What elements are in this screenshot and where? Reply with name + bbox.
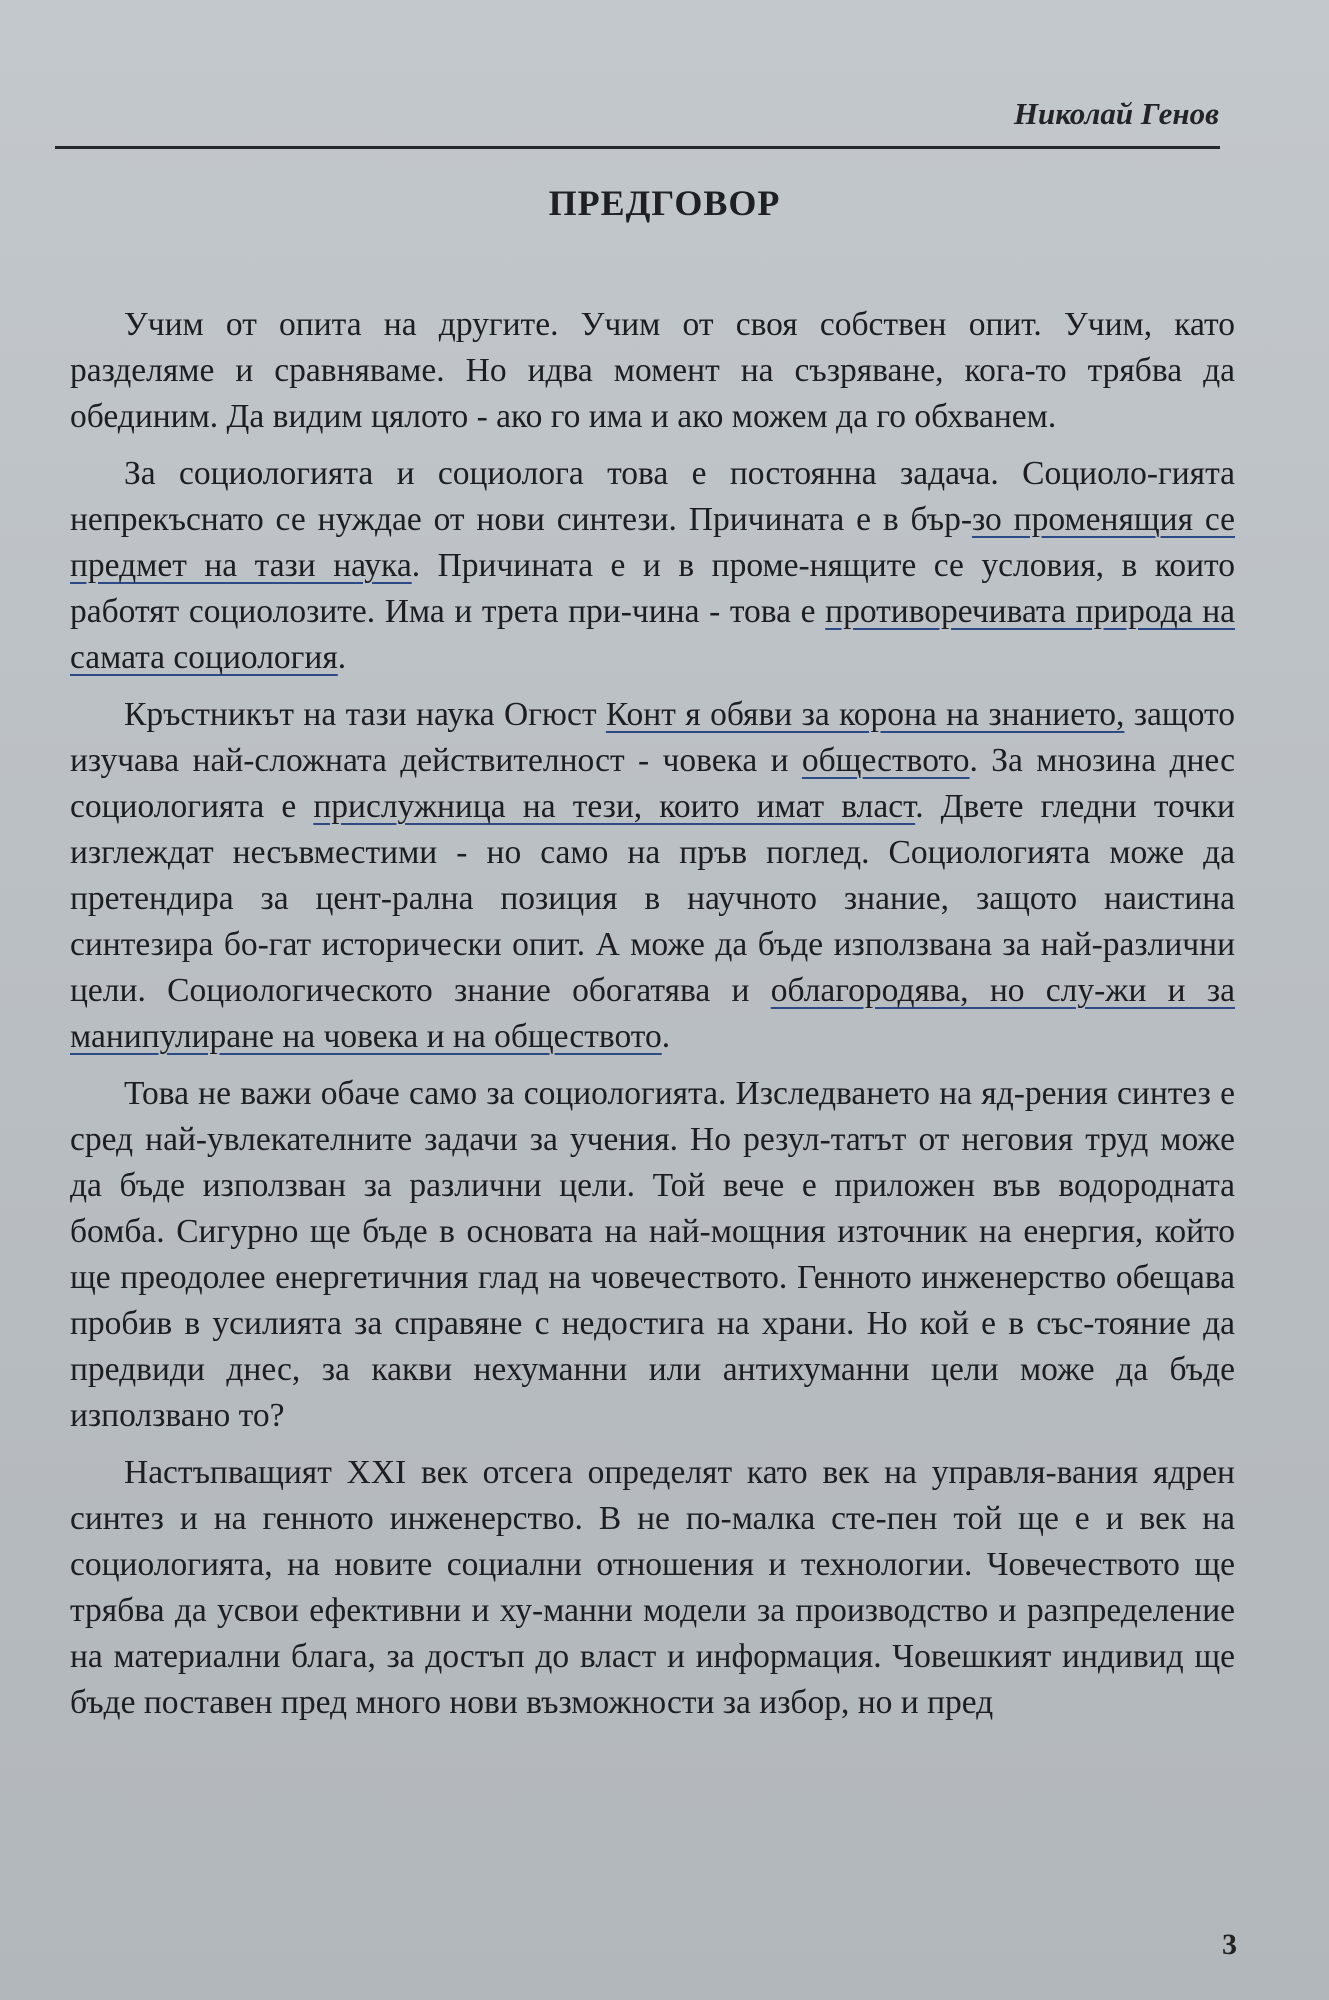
paragraph: [70, 692, 1235, 1060]
underlined-phrase: обществото: [801, 742, 970, 779]
underlined-phrase: прислужница на тези, които имат власт: [313, 788, 916, 825]
text-segment: . Причината е и в проме-нящите се условия, в които работят социолозите. Има и трета при-чина - това е: [70, 547, 1235, 630]
page-number: 3: [1222, 1928, 1237, 1961]
text-segment: .: [661, 1018, 671, 1055]
running-header-author: Николай Генов: [1013, 96, 1219, 131]
text-segment: Настъпващият XXI век отсега определят като век на управля-вания ядрен синтез и на генното инженерство. В не по-малка сте-пен той ще е и век на социологията, на новите социални отношения и технологии. Човечеството ще трябва да усвои ефективни и ху-манни модели за производство и разпределение на материални блага, за достъп до власт и информация. Човешкият индивид ще бъде поставен пред много нови възможности за избор, но и пред: [70, 1454, 1235, 1721]
text-segment: Това не важи обаче само за социологията. Изследването на яд-рения синтез е сред най-увлекателните задачи за учения. Но резул-татът от неговия труд може да бъде използван за различни цели. Той вече е приложен във водородната бомба. Сигурно ще бъде в основата на най-мощния източник на енергия, който ще преодолее енергетичния глад на човечеството. Генното инженерство обещава пробив в усилията за справяне с недостига на храни. Но кой е в със-тояние да предвиди днес, за какви нехуманни или антихуманни цели може да бъде използвано то?: [70, 1075, 1235, 1434]
paragraph: [70, 1071, 1235, 1439]
paragraph: [70, 1450, 1235, 1726]
text-segment: Учим от опита на другите. Учим от своя собствен опит. Учим, като разделяме и сравняваме. Но идва момент на съзряване, кога-то трябва да обединим. Да видим цялото - ако го има и ако можем да го обхванем.: [70, 306, 1235, 435]
underlined-phrase: зо променящия се предмет на тази наука: [70, 501, 1235, 584]
underlined-phrase: Конт я обяви за корона на знанието,: [605, 696, 1125, 733]
underlined-phrase: облагородява, но слу-жи и за манипулиране на човека и на обществото: [70, 972, 1235, 1055]
text-segment: . Двете гледни точки изглеждат несъвместими - но само на пръв поглед. Социологията може да претендира за цент-рална позиция в научното знание, защото наистина синтезира бо-гат исторически опит. А може да бъде използвана за най-различни цели. Социологическото знание обогатява и: [70, 788, 1235, 1009]
header-rule: [55, 146, 1220, 149]
body-text: [70, 302, 1235, 1737]
underlined-phrase: противоречивата природа на самата социология: [70, 593, 1235, 676]
paragraph: [70, 302, 1235, 440]
chapter-title: ПРЕДГОВОР: [548, 183, 781, 223]
text-segment: защото изучава най-сложната действителност - човека и: [70, 696, 1235, 779]
paragraph: [70, 451, 1235, 681]
text-segment: .: [337, 639, 347, 676]
text-segment: Кръстникът на тази наука Огюст: [124, 696, 606, 733]
text-segment: . За мнозина днес социологията е: [70, 742, 1235, 825]
text-segment: За социологията и социолога това е постоянна задача. Социоло-гията непрекъснато се нуждае от нови синтези. Причината е в бър-: [70, 455, 1235, 538]
